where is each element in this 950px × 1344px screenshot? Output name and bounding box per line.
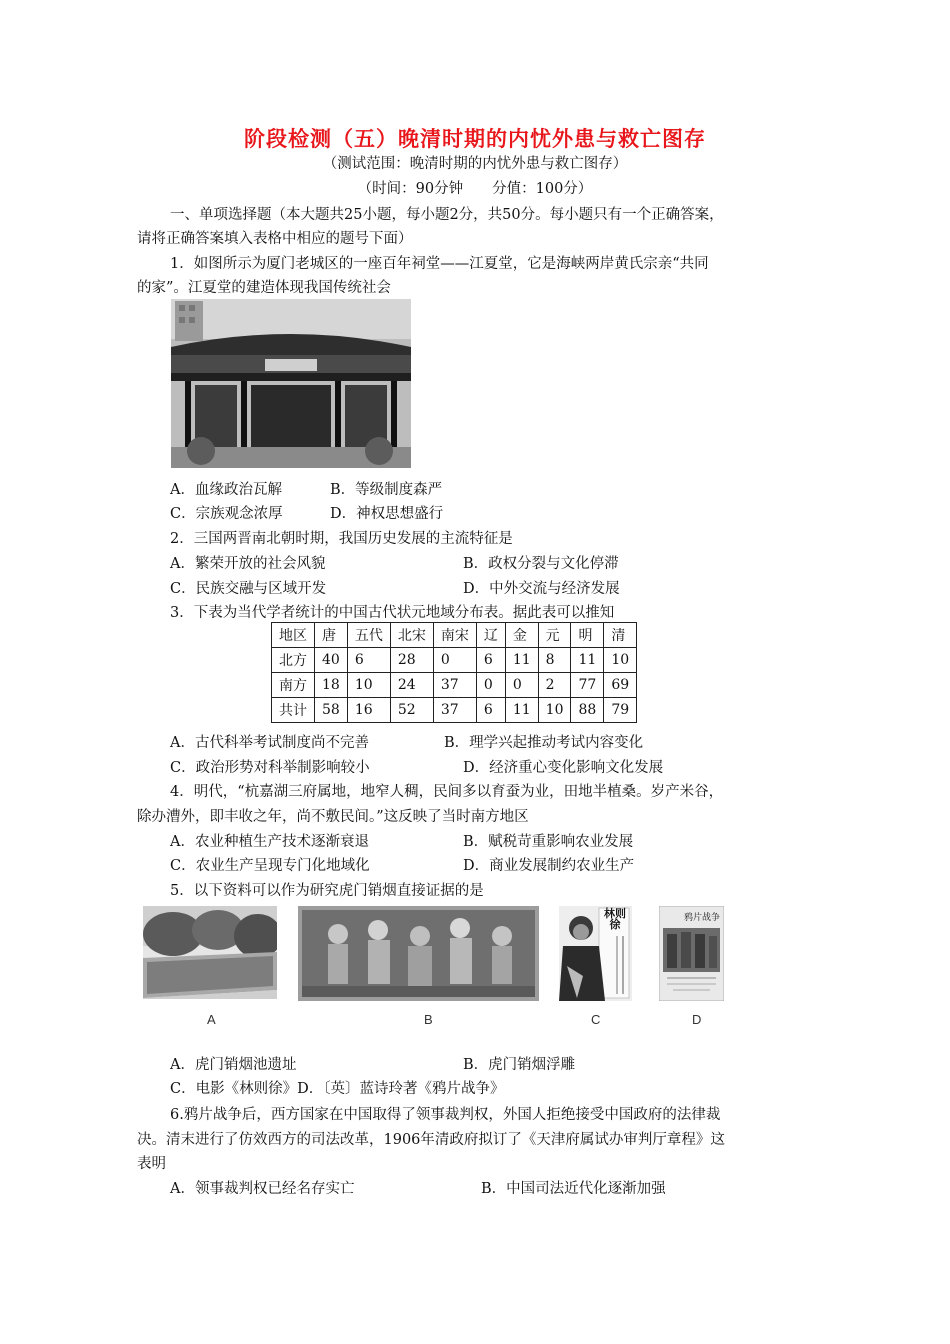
table-cell: 11 <box>505 698 538 723</box>
q4-option-c: C．农业生产呈现专门化地域化 <box>170 858 370 874</box>
q6-option-a: A．领事裁判权已经名存实亡 <box>170 1181 355 1197</box>
opium-relief-sculpture-icon <box>298 906 539 1001</box>
section-intro-line-2: 请将正确答案填入表格中相应的题号下面） <box>137 231 413 247</box>
time-score-info: （时间：90分钟 分值：100分） <box>357 181 593 197</box>
table-row <box>272 648 637 673</box>
q1-option-c: C．宗族观念浓厚 <box>170 506 283 522</box>
q1-stem-line-2: 的家”。江夏堂的建造体现我国传统社会 <box>137 280 391 296</box>
q2-option-b: B．政权分裂与文化停滞 <box>463 556 619 572</box>
table-cell: 77 <box>571 673 604 698</box>
q6-stem-line-3: 表明 <box>137 1156 166 1172</box>
q2-option-c: C．民族交融与区域开发 <box>170 581 327 597</box>
table-header-cell: 辽 <box>476 623 505 648</box>
table-cell: 共计 <box>272 698 315 723</box>
q2-option-d: D．中外交流与经济发展 <box>463 581 620 597</box>
table-cell: 6 <box>476 698 505 723</box>
table-cell: 6 <box>476 648 505 673</box>
q3-stem: 3．下表为当代学者统计的中国古代状元地域分布表。据此表可以推知 <box>170 605 615 621</box>
q6-stem-line-2: 决。清末进行了仿效西方的司法改革，1906年清政府拟订了《天津府属试办审判厅章程》这 <box>137 1132 725 1148</box>
q3-option-c: C．政治形势对科举制影响较小 <box>170 760 370 776</box>
table-cell: 88 <box>571 698 604 723</box>
q1-option-d: D．神权思想盛行 <box>330 506 444 522</box>
table-header-cell: 地区 <box>272 623 315 648</box>
zhuangyuan-distribution-table <box>271 622 637 723</box>
table-cell: 37 <box>433 698 476 723</box>
section-intro-line-1: 一、单项选择题（本大题共25小题，每小题2分，共50分。每小题只有一个正确答案， <box>170 207 724 223</box>
table-cell: 10 <box>538 698 571 723</box>
table-row <box>272 673 637 698</box>
opium-pool-photo-icon <box>143 906 277 999</box>
lin-zexu-film-poster-icon <box>559 906 632 1001</box>
table-cell: 52 <box>390 698 433 723</box>
q4-option-d: D．商业发展制约农业生产 <box>463 858 635 874</box>
image-caption-c: C <box>591 1012 601 1027</box>
table-cell: 11 <box>571 648 604 673</box>
q1-stem-line-1: 1．如图所示为厦门老城区的一座百年祠堂——江夏堂，它是海峡两岸黄氏宗亲“共同 <box>170 256 709 272</box>
image-caption-b: B <box>424 1012 433 1027</box>
image-caption-d: D <box>692 1012 702 1027</box>
q6-stem-line-1: 6.鸦片战争后，西方国家在中国取得了领事裁判权，外国人拒绝接受中国政府的法律裁 <box>170 1107 721 1123</box>
table-cell: 28 <box>390 648 433 673</box>
table-cell: 79 <box>604 698 637 723</box>
table-cell: 0 <box>505 673 538 698</box>
opium-war-book-cover-icon <box>659 906 724 1001</box>
table-header-cell: 元 <box>538 623 571 648</box>
table-cell: 69 <box>604 673 637 698</box>
q2-option-a: A．繁荣开放的社会风貌 <box>170 556 326 572</box>
table-cell: 10 <box>604 648 637 673</box>
table-cell: 2 <box>538 673 571 698</box>
table-header-cell: 唐 <box>315 623 348 648</box>
q3-option-b: B．理学兴起推动考试内容变化 <box>444 735 644 751</box>
table-header-cell: 清 <box>604 623 637 648</box>
q5-stem: 5．以下资料可以作为研究虎门销烟直接证据的是 <box>170 883 484 899</box>
table-cell: 18 <box>315 673 348 698</box>
table-header-cell: 明 <box>571 623 604 648</box>
table-cell: 0 <box>433 648 476 673</box>
q3-option-a: A．古代科举考试制度尚不完善 <box>170 735 369 751</box>
q2-stem: 2．三国两晋南北朝时期，我国历史发展的主流特征是 <box>170 531 513 547</box>
q1-option-a: A．血缘政治瓦解 <box>170 482 282 498</box>
q5-option-b: B．虎门销烟浮雕 <box>463 1057 576 1073</box>
table-header-row <box>272 623 637 648</box>
ancestral-hall-photo-icon <box>171 299 411 468</box>
table-header-cell: 五代 <box>347 623 390 648</box>
table-cell: 6 <box>347 648 390 673</box>
q6-option-b: B．中国司法近代化逐渐加强 <box>481 1181 666 1197</box>
test-scope: （测试范围：晚清时期的内忧外患与救亡图存） <box>322 156 628 172</box>
page-title: 阶段检测（五）晚清时期的内忧外患与救亡图存 <box>244 126 706 151</box>
image-caption-a: A <box>207 1012 216 1027</box>
table-header-cell: 金 <box>505 623 538 648</box>
table-cell: 10 <box>347 673 390 698</box>
poster-c-title: 林则徐 <box>604 907 626 931</box>
q4-stem-line-2: 除办漕外，即丰收之年，尚不敷民间。”这反映了当时南方地区 <box>137 809 529 825</box>
q5-option-cd: C．电影《林则徐》D．〔英〕蓝诗玲著《鸦片战争》 <box>170 1081 505 1097</box>
table-row <box>272 698 637 723</box>
table-cell: 11 <box>505 648 538 673</box>
table-cell: 16 <box>347 698 390 723</box>
table-cell: 40 <box>315 648 348 673</box>
table-cell: 南方 <box>272 673 315 698</box>
q5-option-a: A．虎门销烟池遗址 <box>170 1057 297 1073</box>
table-cell: 0 <box>476 673 505 698</box>
q1-option-b: B．等级制度森严 <box>330 482 443 498</box>
q4-option-b: B．赋税苛重影响农业发展 <box>463 834 634 850</box>
q4-option-a: A．农业种植生产技术逐渐衰退 <box>170 834 369 850</box>
table-cell: 8 <box>538 648 571 673</box>
table-cell: 58 <box>315 698 348 723</box>
table-header-cell: 北宋 <box>390 623 433 648</box>
table-cell: 37 <box>433 673 476 698</box>
table-cell: 北方 <box>272 648 315 673</box>
poster-d-title: 鸦片战争 <box>683 913 720 923</box>
q4-stem-line-1: 4．明代，“杭嘉湖三府属地，地窄人稠，民间多以育蚕为业，田地半植桑。岁产米谷， <box>170 784 724 800</box>
q3-option-d: D．经济重心变化影响文化发展 <box>463 760 664 776</box>
table-cell: 24 <box>390 673 433 698</box>
table-header-cell: 南宋 <box>433 623 476 648</box>
